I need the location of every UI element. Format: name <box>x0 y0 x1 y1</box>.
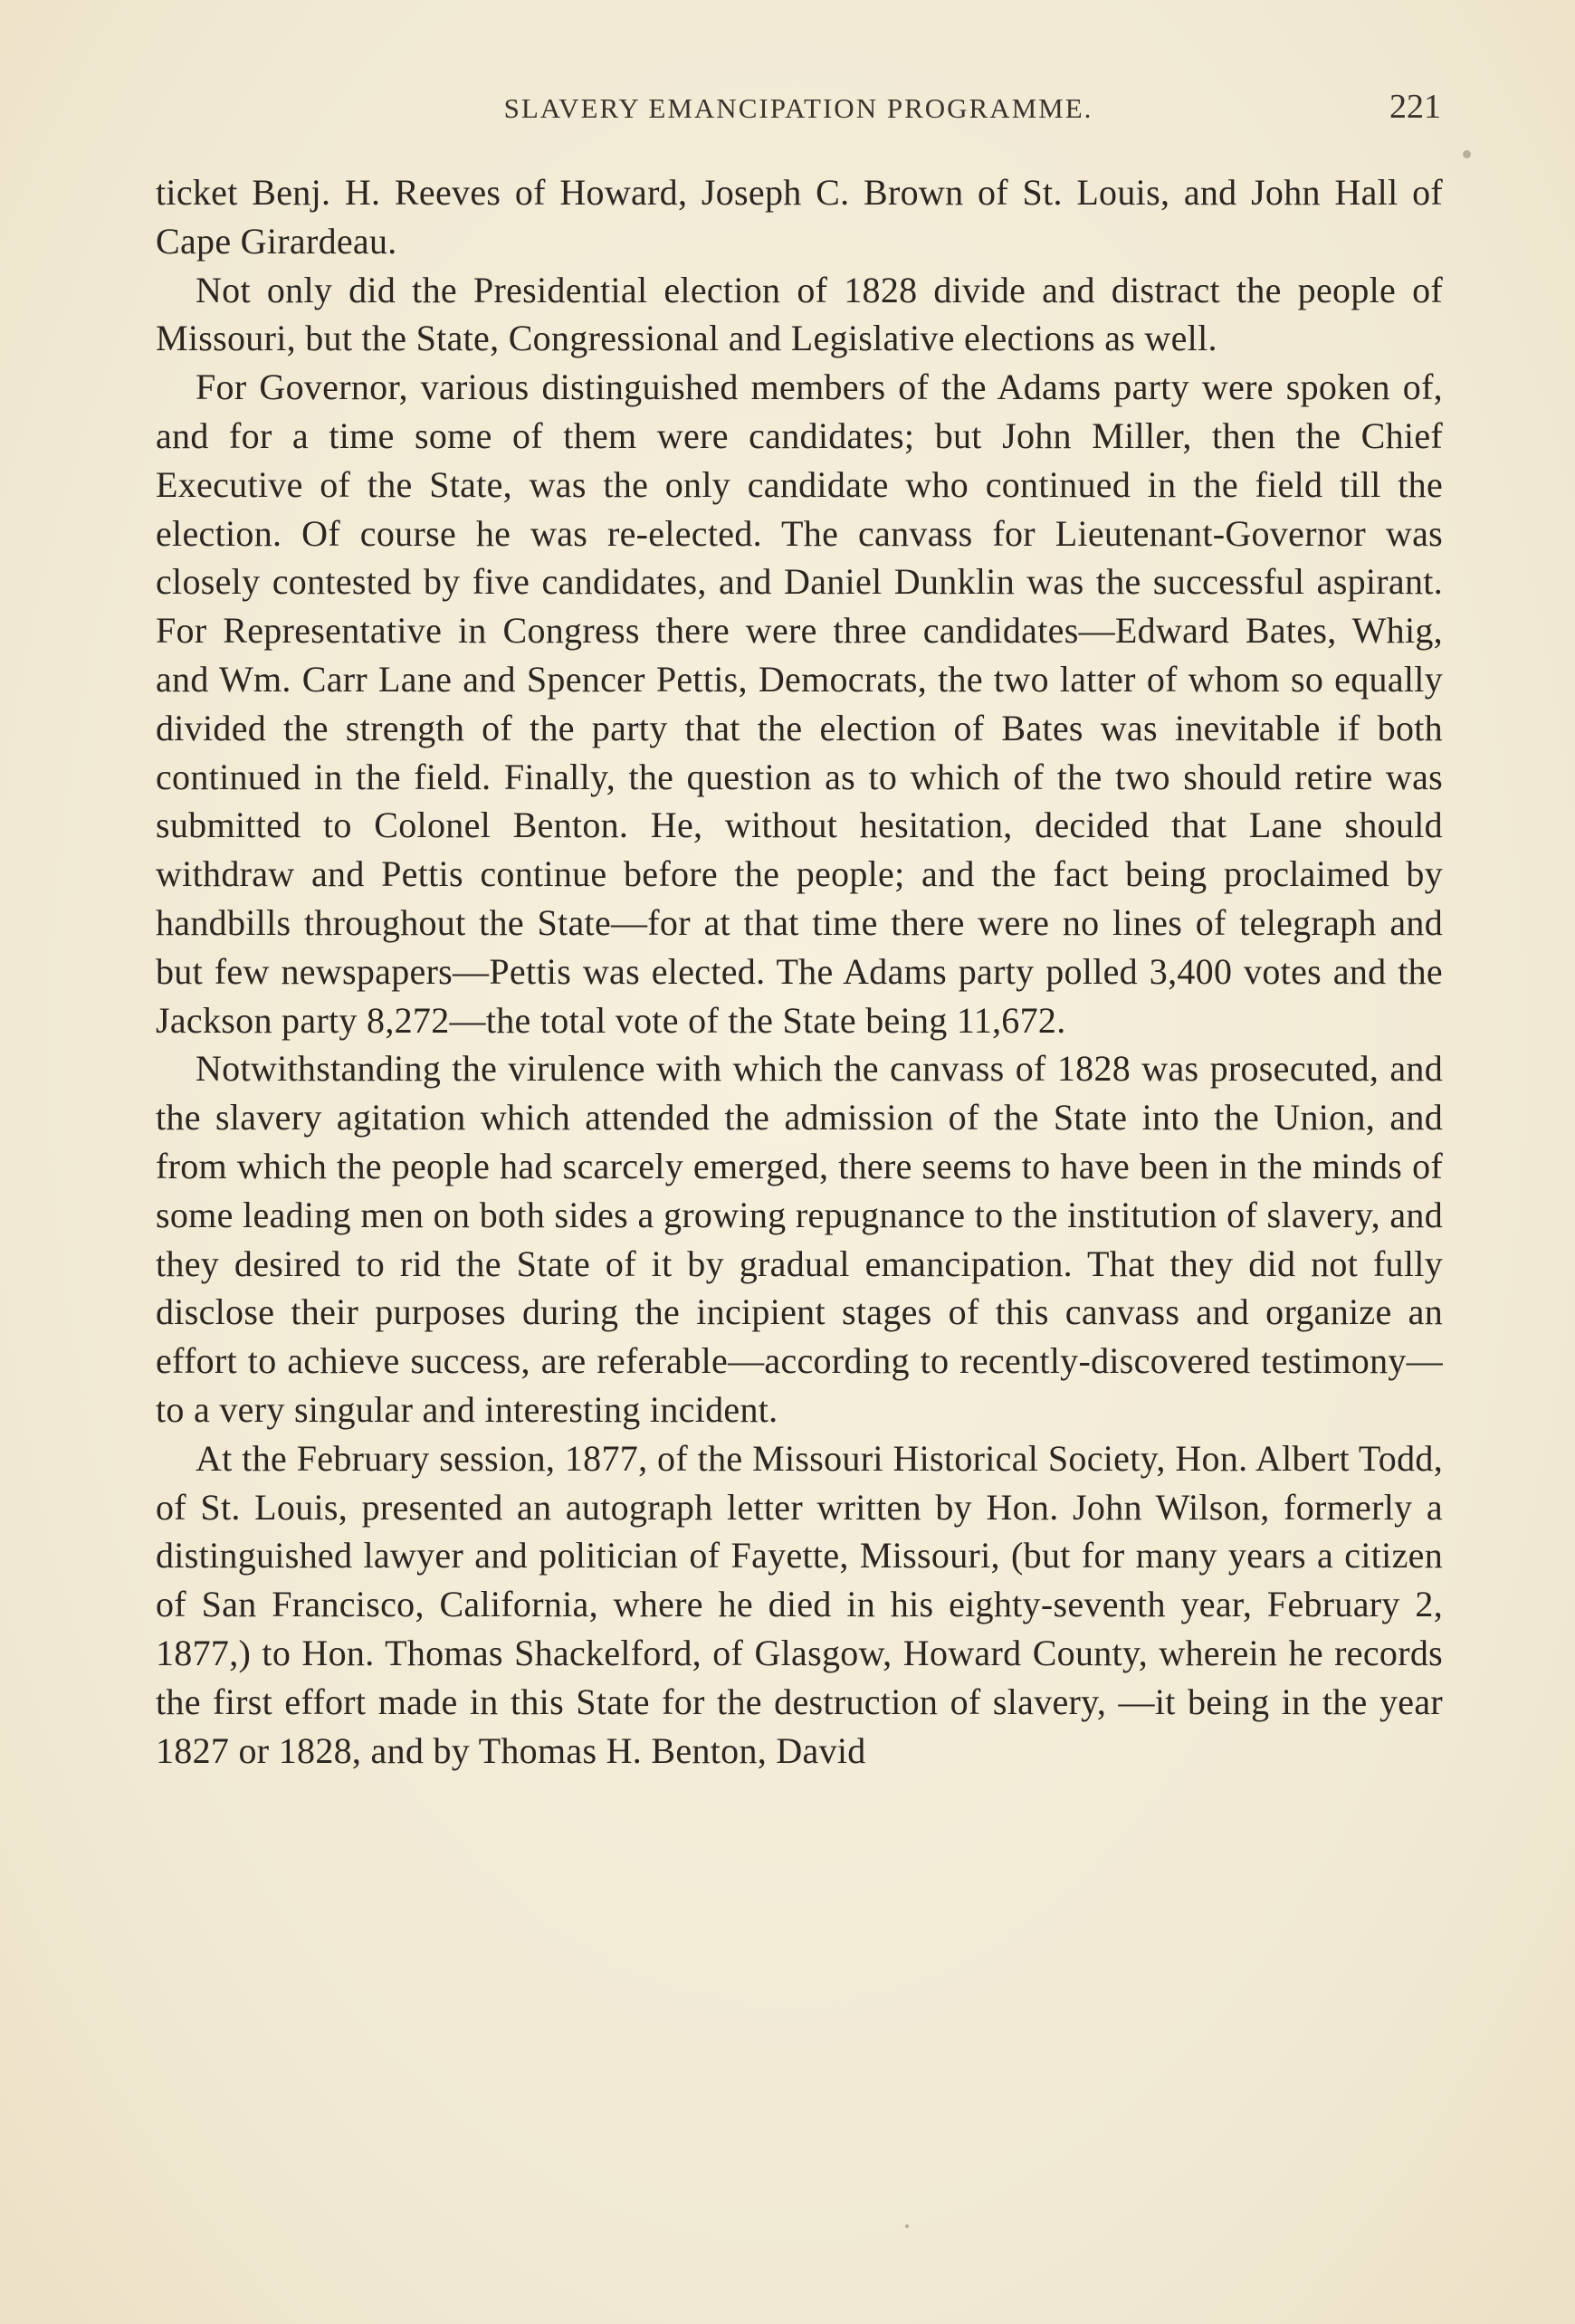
page-number: 221 <box>1389 88 1441 126</box>
paragraph: For Governor, various distinguished members of the Adams party were spoken of, and for a time some of them were candidates; but John Miller, then the Chief Executive of the State, was the only candidate who continued in the field till the election. Of course he was re-elected. The canvass for Lieutenant-Governor was closely contested by five candidates, and Daniel Dunklin was the successful aspirant. For Representative in Congress there were three candidates—Edward Bates, Whig, and Wm. Carr Lane and Spencer Pettis, Democrats, the two latter of whom so equally divided the strength of the party that the election of Bates was inevitable if both continued in the field. Finally, the question as to which of the two should retire was submitted to Colonel Benton. He, without hesitation, decided that Lane should withdraw and Pettis continue before the people; and the fact being proclaimed by handbills throughout the State—for at that time there were no lines of telegraph and but few newspapers—Pettis was elected. The Adams party polled 3,400 votes and the Jackson party 8,272—the total vote of the State being 11,672. <box>156 367 1443 1041</box>
body-text <box>156 168 1443 1775</box>
paper-speck <box>1463 150 1471 158</box>
paragraph: Notwithstanding the virulence with which the canvass of 1828 was prosecuted, and the slavery agitation which attended the admission of the State into the Union, and from which the people had scarcely emerged, there seems to have been in the minds of some leading men on both sides a growing repugnance to the institution of slavery, and they desired to rid the State of it by gradual emancipation. That they did not fully disclose their purposes during the incipient stages of this canvass and organize an effort to achieve success, are referable—according to recently-discovered testimony—to a very singular and interesting incident. <box>156 1048 1443 1430</box>
paper-speck <box>905 2224 909 2228</box>
paragraph-continuation: ticket Benj. H. Reeves of Howard, Joseph C. Brown of St. Louis, and John Hall of Cape Girardeau. <box>156 172 1443 262</box>
running-head <box>156 87 1441 141</box>
paragraph: Not only did the Presidential election of 1828 divide and distract the people of Missouri, but the State, Congressional and Legislative elections as well. <box>156 269 1443 359</box>
running-title: SLAVERY EMANCIPATION PROGRAMME. <box>503 92 1093 124</box>
paragraph: At the February session, 1877, of the Missouri Historical Society, Hon. Albert Todd, of St. Louis, presented an autograph letter written by Hon. John Wilson, formerly a distinguished lawyer and politician of Fayette, Missouri, (but for many years a citizen of San Francisco, California, where he died in his eighty-seventh year, February 2, 1877,) to Hon. Thomas Shackelford, of Glasgow, Howard County, wherein he records the first effort made in this State for the destruction of slavery, —it being in the year 1827 or 1828, and by Thomas H. Benton, David <box>156 1437 1443 1771</box>
